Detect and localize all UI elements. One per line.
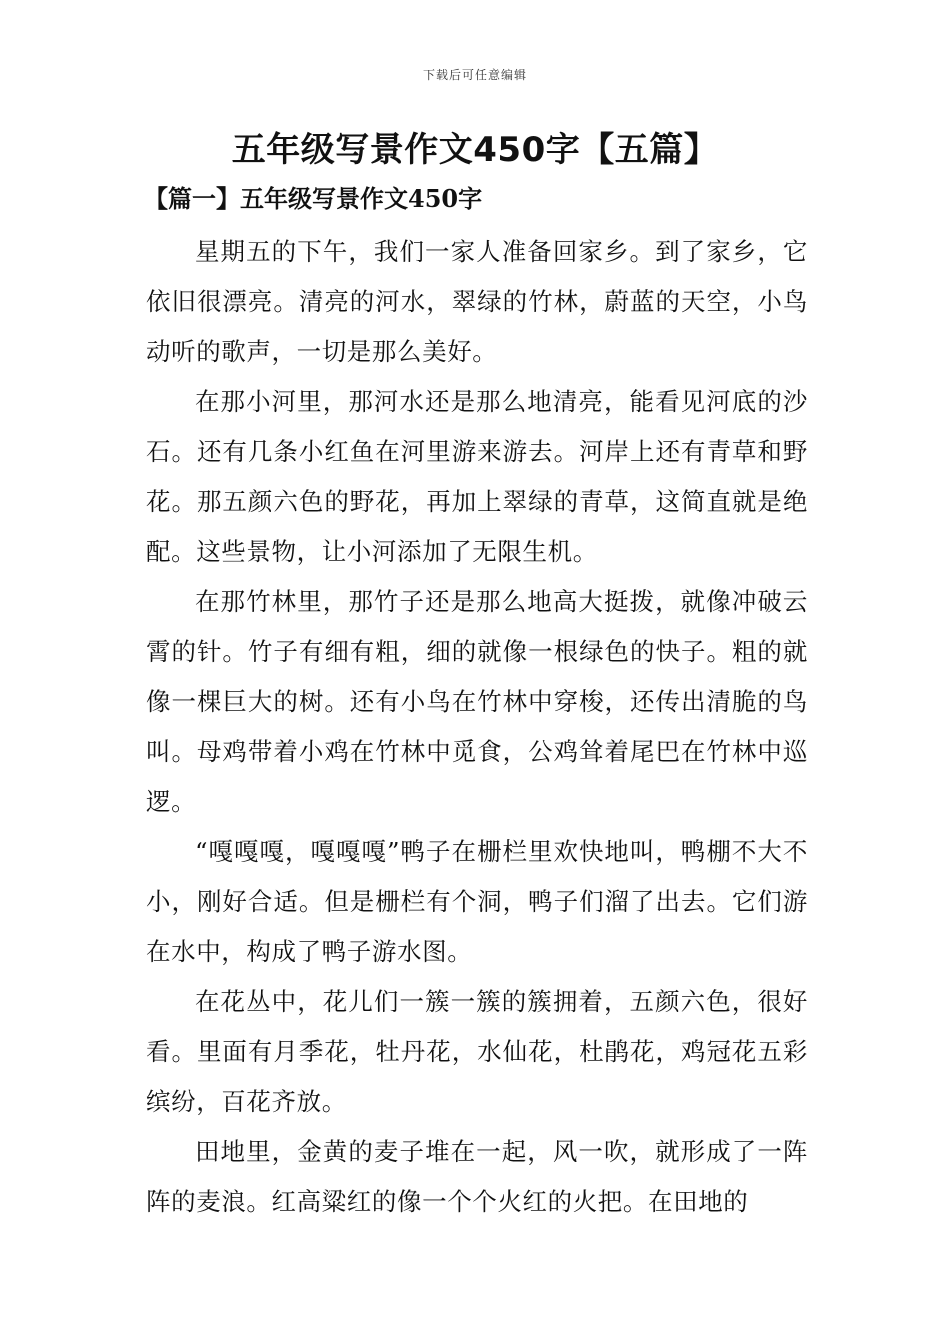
paragraph: 在花丛中，花儿们一簇一簇的簇拥着，五颜六色，很好看。里面有月季花，牡丹花，水仙花，杜鹃花，鸡冠花五彩缤纷，百花齐放。 — [146, 987, 808, 1116]
header-note: 下载后可任意编辑 — [422, 68, 527, 82]
paragraph: 在那竹林里，那竹子还是那么地高大挺拨，就像冲破云霄的针。竹子有细有粗，细的就像一根绿色的快子。粗的就像一棵巨大的树。还有小鸟在竹林中穿梭，还传出清脆的鸟叫。母鸡带着小鸡在竹林中觅食，公鸡耸着尾巴在竹林中巡逻。 — [146, 587, 808, 816]
paragraph: “嘎嘎嘎，嘎嘎嘎”鸭子在栅栏里欢快地叫，鸭棚不大不小，刚好合适。但是栅栏有个洞，鸭子们溜了出去。它们游在水中，构成了鸭子游水图。 — [146, 837, 808, 966]
document-title: 五年级写景作文450字【五篇】 — [231, 130, 719, 170]
section-heading: 【篇一】五年级写景作文450字 — [144, 184, 483, 213]
essay-body — [146, 227, 808, 1227]
paragraph: 田地里，金黄的麦子堆在一起，风一吹，就形成了一阵阵的麦浪。红高粱红的像一个个火红的火把。在田地的 — [146, 1137, 808, 1216]
paragraph: 在那小河里，那河水还是那么地清亮，能看见河底的沙石。还有几条小红鱼在河里游来游去。河岸上还有青草和野花。那五颜六色的野花，再加上翠绿的青草，这简直就是绝配。这些景物，让小河添加了无限生机。 — [146, 387, 808, 566]
paragraph: 星期五的下午，我们一家人准备回家乡。到了家乡，它依旧很漂亮。清亮的河水，翠绿的竹林，蔚蓝的天空，小鸟动听的歌声，一切是那么美好。 — [146, 237, 808, 366]
